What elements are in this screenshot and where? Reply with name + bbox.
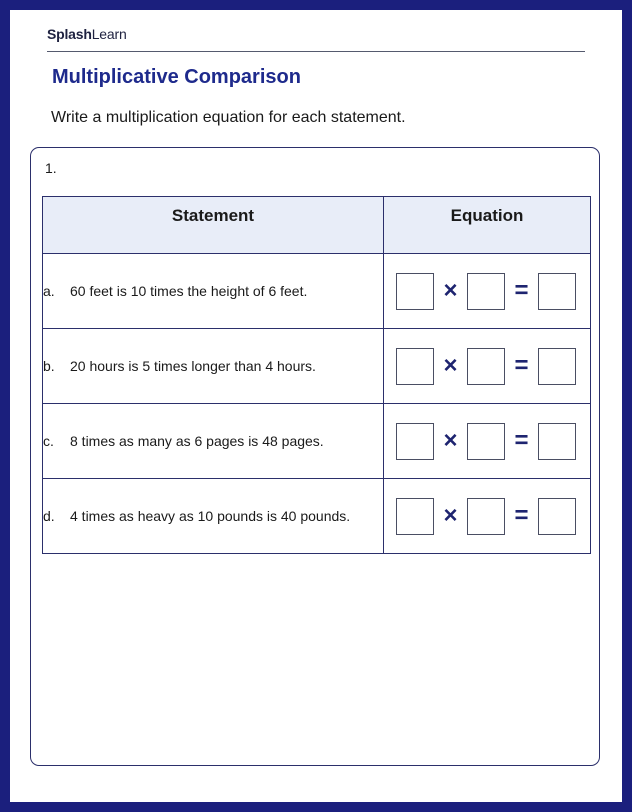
times-sign: × [443, 277, 458, 304]
brand-logo [47, 26, 127, 42]
brand-splash: Splash [47, 26, 92, 42]
equals-sign: = [514, 277, 529, 304]
equation-cell [384, 479, 591, 554]
table-header-row [43, 197, 591, 254]
answer-box-factor-2[interactable] [467, 423, 505, 460]
answer-box-factor-1[interactable] [396, 423, 434, 460]
equation-cell [384, 404, 591, 479]
header-divider [47, 51, 585, 52]
table-row [43, 404, 591, 479]
statement-cell [43, 479, 384, 554]
table-row [43, 254, 591, 329]
answer-box-product[interactable] [538, 423, 576, 460]
table-row [43, 479, 591, 554]
answer-box-product[interactable] [538, 273, 576, 310]
answer-box-product[interactable] [538, 348, 576, 385]
answer-box-factor-2[interactable] [467, 498, 505, 535]
question-number: 1. [45, 160, 57, 176]
times-sign: × [443, 427, 458, 454]
answer-box-factor-1[interactable] [396, 498, 434, 535]
answer-box-product[interactable] [538, 498, 576, 535]
worksheet-page [10, 10, 622, 802]
equals-sign: = [514, 502, 529, 529]
times-sign: × [443, 502, 458, 529]
statement-text: 20 hours is 5 times longer than 4 hours. [70, 358, 316, 374]
worksheet-instruction: Write a multiplication equation for each statement. [51, 109, 406, 126]
statement-text: 8 times as many as 6 pages is 48 pages. [70, 433, 324, 449]
header-statement: Statement [43, 197, 384, 254]
statement-equation-table [42, 196, 591, 554]
answer-box-factor-1[interactable] [396, 348, 434, 385]
table-row [43, 329, 591, 404]
answer-box-factor-1[interactable] [396, 273, 434, 310]
statement-text: 4 times as heavy as 10 pounds is 40 pounds. [70, 508, 351, 524]
statement-text: 60 feet is 10 times the height of 6 feet. [70, 283, 308, 299]
item-letter: b. [43, 358, 55, 374]
item-letter: d. [43, 508, 55, 524]
item-letter: c. [43, 433, 54, 449]
item-letter: a. [43, 283, 55, 299]
worksheet-title: Multiplicative Comparison [52, 66, 301, 88]
header-equation: Equation [384, 197, 591, 254]
brand-learn: Learn [91, 26, 127, 42]
equals-sign: = [514, 427, 529, 454]
statement-cell [43, 329, 384, 404]
times-sign: × [443, 352, 458, 379]
statement-cell [43, 254, 384, 329]
answer-box-factor-2[interactable] [467, 273, 505, 310]
equation-cell [384, 329, 591, 404]
equation-cell [384, 254, 591, 329]
answer-box-factor-2[interactable] [467, 348, 505, 385]
statement-cell [43, 404, 384, 479]
equals-sign: = [514, 352, 529, 379]
